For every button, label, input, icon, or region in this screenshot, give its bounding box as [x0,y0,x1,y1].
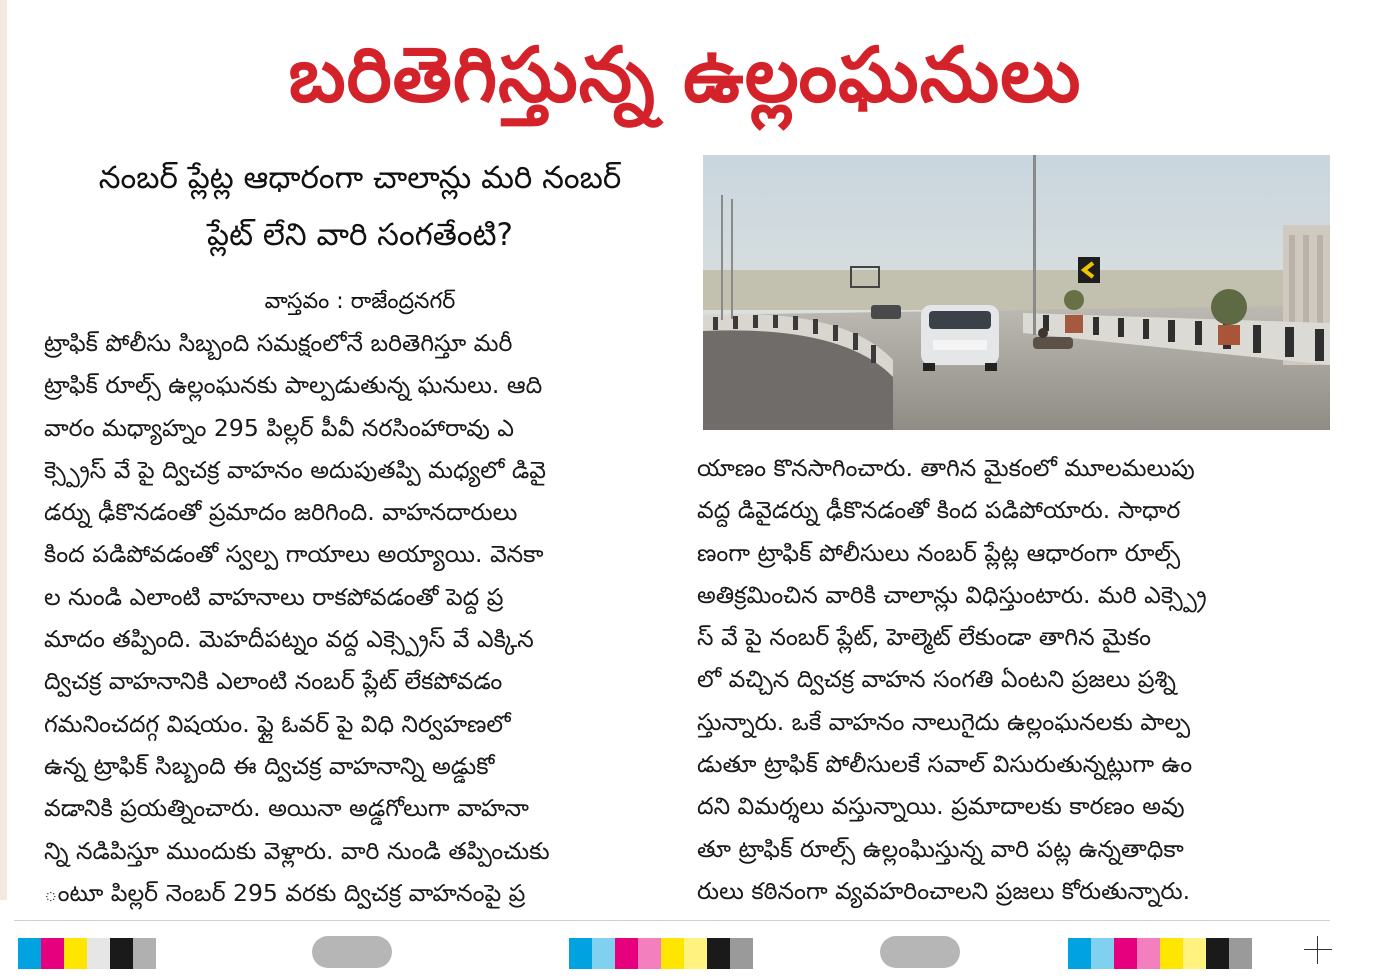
color-swatch [41,938,64,969]
text-line: వారం మధ్యాహ్నం 295 పిల్లర్ పీవీ నరసింహారావు ఎ [44,413,514,442]
headline: బరితెగిస్తున్న ఉల్లంఘనులు [288,30,1082,119]
text-line: ట్రాఫిక్ పోలీసు సిబ్బంది సమక్షంలోనే బరితెగిస్తూ మరీ [44,329,513,357]
text-line: ట్రాఫిక్ రూల్స్ ఉల్లంఘనకు పాల్పడుతున్న ఘనులు. ఆది [44,371,543,400]
registration-color-bar [569,938,753,969]
text-line: స్తున్నారు. ఒకే వాహనం నాలుగైదు ఉల్లంఘనలకు పాల్ప [697,707,1191,736]
color-swatch [18,938,41,969]
text-line: ంటూ పిల్లర్ నెంబర్ 295 వరకు ద్విచక్ర వాహనంపై ప్ర [44,878,526,907]
subheadline [40,150,680,264]
color-swatch [730,938,753,969]
text-line: కింద పడిపోవడంతో స్వల్ప గాయాలు అయ్యాయి. వెనకా [44,540,544,569]
color-swatch [569,938,592,969]
color-swatch [1137,938,1160,969]
registration-color-bar [18,938,156,969]
text-line: క్స్ప్రెస్ వే పై ద్విచక్ర వాహనం అదుపుతప్పి మధ్యలో డివై [44,455,546,484]
color-swatch [87,938,110,969]
crop-mark-icon [1304,936,1332,964]
dateline: వాస్తవం : రాజేంద్రనగర్ [264,289,456,314]
color-swatch [1206,938,1229,969]
text-line: న్ని నడిపిస్తూ ముందుకు వెళ్లారు. వారి నుండి తప్పించుకు [44,836,550,865]
text-line: వడానికి ప్రయత్నించారు. అయినా అడ్డగోలుగా వాహనా [44,794,529,823]
text-line: లో వచ్చిన ద్విచక్ర వాహన సంగతి ఏంటని ప్రజలు ప్రశ్ని [697,665,1176,694]
registration-pill [312,936,392,968]
color-swatch [661,938,684,969]
color-swatch [64,938,87,969]
color-swatch [707,938,730,969]
text-line: ఉన్న ట్రాఫిక్ సిబ్బంది ఈ ద్విచక్ర వాహనాన్ని అడ్డుకో [44,751,495,780]
article-body-left-column [44,322,674,914]
color-swatch [1114,938,1137,969]
article-body-right-column [697,447,1327,912]
color-swatch [1229,938,1252,969]
color-swatch [133,938,156,969]
color-swatch [110,938,133,969]
color-swatch [1068,938,1091,969]
text-line: డర్ను ఢీకొనడంతో ప్రమాదం జరిగింది. వాహనదారులు [44,498,518,527]
text-line: అతిక్రమించిన వారికి చాలాన్లు విధిస్తుంటారు. మరి ఎక్స్ప్రె [697,580,1207,609]
page-edge [0,0,7,900]
flyover-photo [703,155,1330,430]
text-line: దని విమర్శలు వస్తున్నాయి. ప్రమాదాలకు కారణం అవు [697,792,1185,821]
color-swatch [615,938,638,969]
text-line: గమనించదగ్గ విషయం. ఫ్లై ఓవర్ పై విధి నిర్వహణలో [44,709,511,738]
text-line: వద్ద డివైడర్ను ఢీకొనడంతో కింద పడిపోయారు. సాధార [697,496,1181,525]
text-line: యాణం కొనసాగించారు. తాగిన మైకంలో మూలమలుపు [697,454,1195,482]
registration-pill [880,936,960,968]
text-line: తూ ట్రాఫిక్ రూల్స్ ఉల్లంఘిస్తున్న వారి పట్ల ఉన్నతాధికా [697,834,1184,863]
subheadline-line: నంబర్ ప్లేట్ల ఆధారంగా చాలాన్లు మరి నంబర్ [98,160,622,196]
color-swatch [638,938,661,969]
color-swatch [592,938,615,969]
text-line: ద్విచక్ర వాహనానికి ఎలాంటి నంబర్ ప్లేట్ లేకపోవడం [44,667,503,696]
footer-rule [14,920,1330,921]
subheadline-line: ప్లేట్ లేని వారి సంగతేంటి? [207,217,513,253]
text-line: ల నుండి ఎలాంటి వాహనాలు రాకపోవడంతో పెద్ద ప్ర [44,582,504,611]
color-swatch [1160,938,1183,969]
text-line: స్ వే పై నంబర్ ప్లేట్, హెల్మెట్ లేకుండా తాగిన మైకం [697,623,1152,652]
text-line: ణంగా ట్రాఫిక్ పోలీసులు నంబర్ ప్లేట్ల ఆధారంగా రూల్స్ [697,538,1181,567]
color-swatch [684,938,707,969]
registration-color-bar [1068,938,1252,969]
text-line: రులు కఠినంగా వ్యవహరించాలని ప్రజలు కోరుతున్నారు. [697,876,1191,905]
color-swatch [1091,938,1114,969]
text-line: మాదం తప్పింది. మెహదీపట్నం వద్ద ఎక్స్ప్రెస్ వే ఎక్కిన [44,625,534,654]
text-line: డుతూ ట్రాఫిక్ పోలీసులకే సవాల్ విసురుతున్నట్లుగా ఉం [697,750,1193,779]
color-swatch [1183,938,1206,969]
